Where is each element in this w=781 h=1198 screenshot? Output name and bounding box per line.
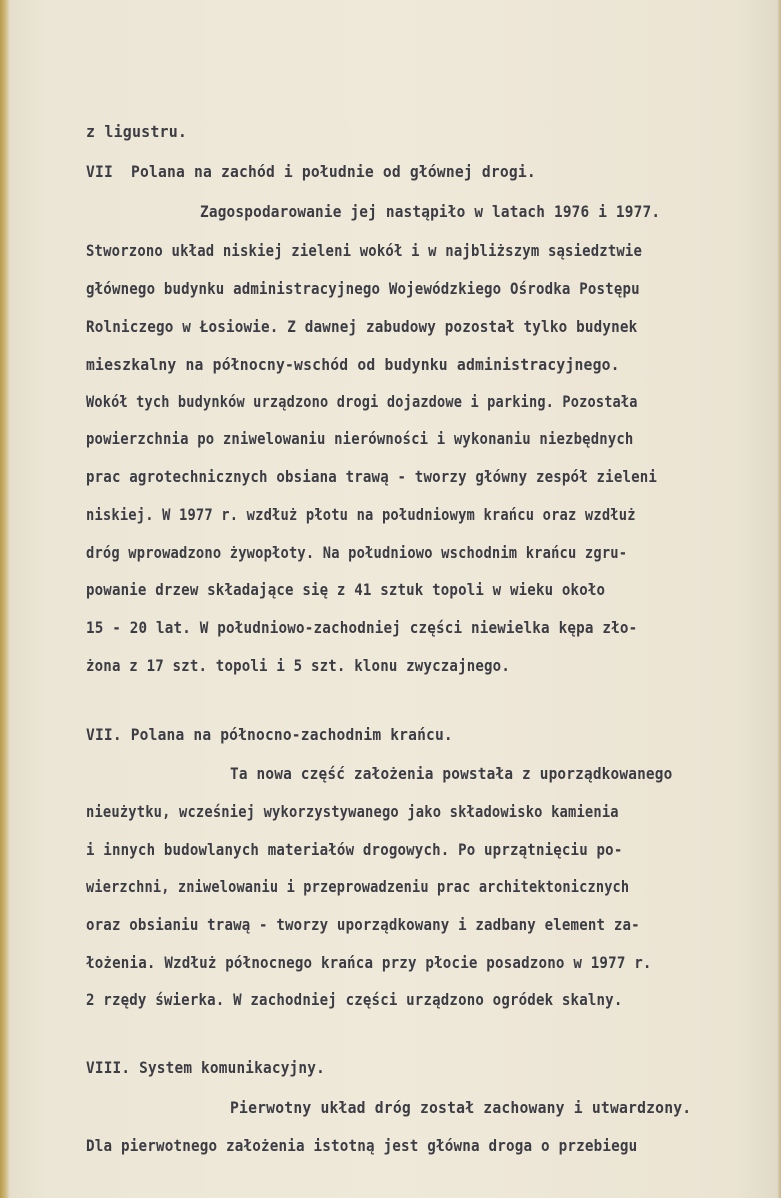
text-line: 2 rzędy świerka. W zachodniej części urządzono ogródek skalny. [86,990,623,1009]
section-heading-vii-north-west: VII. Polana na północno-zachodnim krańcu. [86,725,453,744]
text-line: 15 - 20 lat. W południowo-zachodniej części niewielka kępa zło- [86,618,638,637]
section-heading-vii-south-west: VII Polana na zachód i południe od głównej drogi. [86,162,536,181]
text-line: Wokół tych budynków urządzono drogi dojazdowe i parking. Pozostała [86,392,638,411]
text-line: Dla pierwotnego założenia istotną jest główna droga o przebiegu [86,1136,638,1155]
text-line: głównego budynku administracyjnego Wojewódzkiego Ośrodka Postępu [86,279,640,298]
text-line: niskiej. W 1977 r. wzdłuż płotu na południowym krańcu oraz wzdłuż [86,505,636,524]
text-line: dróg wprowadzono żywopłoty. Na południowo wschodnim krańcu zgru- [86,543,628,562]
text-line: prac agrotechnicznych obsiana trawą - tworzy główny zespół zieleni [86,467,658,486]
text-line: Stworzono układ niskiej zieleni wokół i w najbliższym sąsiedztwie [86,241,643,260]
text-line: Zagospodarowanie jej nastąpiło w latach 1976 i 1977. [200,202,661,221]
text-line: Pierwotny układ dróg został zachowany i utwardzony. [230,1098,692,1117]
text-line: Ta nowa część założenia powstała z uporządkowanego [230,764,673,783]
section-heading-viii: VIII. System komunikacyjny. [86,1058,325,1077]
text-line: wierzchni, zniwelowaniu i przeprowadzeniu prac architektonicznych [86,877,630,896]
text-line: Rolniczego w Łosiowie. Z dawnej zabudowy pozostał tylko budynek [86,317,638,336]
text-line: łożenia. Wzdłuż północnego krańca przy płocie posadzono w 1977 r. [86,953,652,972]
text-line: nieużytku, wcześniej wykorzystywanego jako składowisko kamienia [86,802,619,821]
page-right-edge [777,0,781,1198]
text-line: powierzchnia po zniwelowaniu nierówności i wykonaniu niezbędnych [86,429,634,448]
text-line: żona z 17 szt. topoli i 5 szt. klonu zwyczajnego. [86,656,510,675]
text-line: i innych budowlanych materiałów drogowych. Po uprzątnięciu po- [86,840,623,859]
page-binding-edge [0,0,10,1198]
text-line: oraz obsianiu trawą - tworzy uporządkowany i zadbany element za- [86,915,640,934]
text-line: mieszkalny na północny-wschód od budynku administracyjnego. [86,355,620,374]
text-line: z ligustru. [86,122,188,141]
text-line: powanie drzew składające się z 41 sztuk topoli w wieku około [86,580,606,599]
